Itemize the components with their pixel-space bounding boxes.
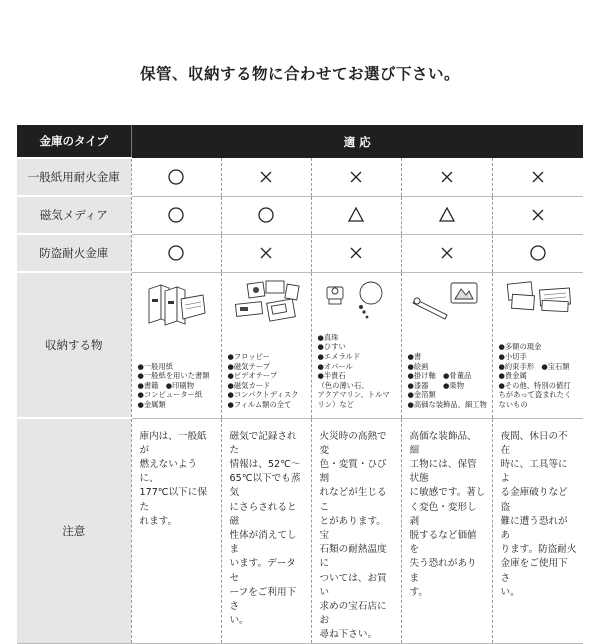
- symbol-cell: [492, 234, 583, 272]
- table-row-burglary-fire: [17, 234, 583, 272]
- text-line: 性体が消えてしま: [229, 529, 297, 556]
- storage-list: [318, 333, 398, 410]
- text-line: います。データセ: [229, 558, 296, 584]
- note-text: [132, 419, 221, 529]
- symbol-cell: [221, 196, 311, 234]
- text-line: にさらされると磁: [229, 501, 297, 527]
- symbol-shape: [349, 208, 363, 221]
- table-row-general-paper: [17, 158, 583, 196]
- text-line: す。: [409, 586, 428, 598]
- text-line: ●一般紙を用いた書類: [137, 371, 210, 381]
- text-line: ●ひすい: [317, 342, 346, 352]
- note-text: [402, 419, 492, 600]
- symbol-shape: [351, 172, 361, 182]
- note-cell: [401, 418, 492, 643]
- text-line: 金庫をご使用下さ: [500, 558, 568, 584]
- cross-mark-icon: [347, 244, 365, 262]
- text-line: リン）など: [317, 399, 354, 409]
- text-line: ●磁気テープ: [227, 361, 270, 371]
- cross-mark-icon: [347, 168, 365, 186]
- cash-securities-icon: [502, 279, 574, 325]
- storage-cell: [311, 272, 401, 418]
- text-line: 求めの宝石店にお: [319, 600, 387, 627]
- symbol-cell: [401, 158, 492, 196]
- text-line: （色の薄い石、: [317, 380, 369, 390]
- text-line: ●エメラルド: [317, 351, 361, 361]
- text-line: ●金属類: [137, 399, 166, 409]
- cross-mark-icon: [529, 206, 547, 224]
- text-line: 失う恐れがありま: [409, 558, 477, 584]
- text-line: る金庫破りなど盗: [500, 487, 568, 513]
- cross-mark-icon: [529, 168, 547, 186]
- circle-mark-icon: [529, 244, 547, 262]
- text-line: ●約束手形 ●宝石類: [498, 361, 570, 371]
- text-line: ●コンピューター紙: [137, 390, 203, 400]
- text-line: 尋ね下さい。: [319, 629, 378, 641]
- text-line: に敏感です。著し: [409, 487, 486, 499]
- note-cell: [221, 418, 311, 643]
- symbol-cell: [492, 158, 583, 196]
- storage-list: [138, 362, 218, 410]
- symbol-cell: [221, 234, 311, 272]
- jewelry-icon: [321, 279, 391, 325]
- text-line: ●掛け軸 ●骨董品: [407, 371, 472, 381]
- symbol-shape: [169, 246, 183, 260]
- symbol-shape: [169, 170, 183, 184]
- text-line: 難に遭う恐れがあ: [500, 515, 568, 541]
- symbol-cell: [401, 234, 492, 272]
- text-line: 65℃以下でも蒸気: [229, 473, 301, 499]
- storage-list: [408, 352, 489, 410]
- table-row-magnetic-media: [17, 196, 583, 234]
- symbol-cell: [311, 196, 401, 234]
- circle-mark-icon: [257, 206, 275, 224]
- text-line: ちがあって盗まれたく: [498, 390, 572, 400]
- text-line: ●フィルム類の全て: [227, 399, 292, 409]
- text-line: 高価な装飾品、細: [409, 430, 477, 456]
- circle-mark-icon: [167, 168, 185, 186]
- safe-comparison-table: [17, 125, 583, 644]
- text-line: ●オパール: [317, 361, 353, 371]
- text-line: ●コンパクトディスク: [227, 390, 299, 400]
- symbol-shape: [261, 172, 271, 182]
- circle-mark-icon: [167, 206, 185, 224]
- storage-cell: [492, 272, 583, 418]
- text-line: ●フロッピー: [227, 351, 270, 361]
- symbol-shape: [533, 172, 543, 182]
- text-line: 石類の耐熱温度に: [319, 544, 387, 570]
- symbol-cell: [221, 158, 311, 196]
- text-line: 工物には、保管状態: [409, 458, 477, 485]
- text-line: アクアマリン、トルマ: [317, 390, 390, 400]
- text-line: ります。防盗耐火: [500, 544, 577, 556]
- symbol-shape: [351, 248, 361, 258]
- text-line: ーフをご利用下さ: [229, 586, 297, 612]
- text-line: い。: [500, 586, 520, 598]
- text-line: ●絵画: [407, 361, 429, 371]
- symbol-shape: [169, 208, 183, 222]
- note-text: [312, 419, 401, 643]
- header-suitability: 適 応: [131, 125, 583, 158]
- storage-cell: [131, 272, 221, 418]
- symbol-shape: [440, 208, 454, 221]
- table-header-row: [17, 125, 583, 158]
- storage-list: [499, 342, 581, 409]
- text-line: い。: [229, 615, 249, 627]
- row-label: 注意: [17, 418, 131, 643]
- text-line: 夜間、休日の不在: [500, 430, 568, 456]
- craft-art-icon: [411, 279, 483, 325]
- text-line: 177℃以下に保た: [139, 487, 207, 513]
- symbol-shape: [442, 248, 452, 258]
- symbol-shape: [533, 210, 543, 220]
- symbol-cell: [311, 234, 401, 272]
- symbol-cell: [131, 158, 221, 196]
- text-line: ●小切手: [498, 351, 527, 361]
- note-cell: [492, 418, 583, 643]
- cross-mark-icon: [257, 168, 275, 186]
- table-row-storage: [17, 272, 583, 418]
- storage-cell: [221, 272, 311, 418]
- text-line: 燃えないように、: [139, 458, 198, 485]
- symbol-shape: [442, 172, 452, 182]
- note-cell: [311, 418, 401, 643]
- table-row-notes: [17, 418, 583, 643]
- symbol-cell: [131, 234, 221, 272]
- symbol-shape: [261, 248, 271, 258]
- text-line: ●真珠: [317, 332, 339, 342]
- text-line: 火災時の高熱で変: [319, 430, 387, 456]
- note-text: [493, 419, 584, 600]
- symbol-cell: [311, 158, 401, 196]
- text-line: 庫内は、一般紙が: [139, 430, 207, 456]
- text-line: ●その他、特別の値打: [498, 380, 571, 390]
- symbol-shape: [531, 246, 545, 260]
- documents-binders-icon: [143, 279, 209, 327]
- magnetic-media-icon: [230, 279, 302, 327]
- text-line: ●半貴石: [317, 371, 346, 381]
- text-line: ●磁気カード: [227, 380, 271, 390]
- text-line: く変色・変形し剥: [409, 501, 477, 527]
- note-text: [222, 419, 311, 629]
- text-line: れなどが生じるこ: [319, 487, 387, 513]
- cross-mark-icon: [438, 168, 456, 186]
- cross-mark-icon: [438, 244, 456, 262]
- row-label: 磁気メディア: [17, 196, 131, 234]
- text-line: ●書籍 ●印刷物: [137, 380, 195, 390]
- storage-list: [228, 352, 308, 410]
- text-line: ●書: [407, 351, 422, 361]
- text-line: ●多額の現金: [498, 342, 542, 352]
- triangle-mark-icon: [438, 206, 456, 224]
- text-line: ●貴金属: [498, 371, 527, 381]
- symbol-cell: [131, 196, 221, 234]
- text-line: 時に、工具等によ: [500, 458, 568, 485]
- circle-mark-icon: [167, 244, 185, 262]
- symbol-shape: [259, 208, 273, 222]
- text-line: ●一般用紙: [137, 361, 174, 371]
- text-line: ●ビデオテープ: [227, 371, 278, 381]
- header-safe-type: 金庫のタイプ: [17, 125, 131, 158]
- text-line: ●高価な装飾品、細工物: [407, 399, 487, 409]
- text-line: ついては、お買い: [319, 572, 387, 598]
- triangle-mark-icon: [347, 206, 365, 224]
- storage-cell: [401, 272, 492, 418]
- text-line: とがあります。宝: [319, 515, 386, 541]
- text-line: 情報は、52℃〜: [229, 458, 301, 470]
- text-line: ●漆器 ●楽物: [407, 380, 465, 390]
- row-label: 防盗耐火金庫: [17, 234, 131, 272]
- cross-mark-icon: [257, 244, 275, 262]
- text-line: れます。: [139, 515, 178, 527]
- text-line: ●金箔類: [407, 390, 436, 400]
- symbol-cell: [401, 196, 492, 234]
- text-line: 脱するなど価値を: [409, 529, 477, 556]
- row-label: 収納する物: [17, 272, 131, 418]
- symbol-cell: [492, 196, 583, 234]
- page-title: 保管、収納する物に合わせてお選び下さい。: [139, 65, 460, 83]
- text-line: 磁気で記録された: [229, 430, 297, 456]
- text-line: ないもの: [498, 399, 528, 409]
- row-label: 一般紙用耐火金庫: [17, 158, 131, 196]
- note-cell: [131, 418, 221, 643]
- text-line: 色・変質・ひび割: [319, 458, 387, 485]
